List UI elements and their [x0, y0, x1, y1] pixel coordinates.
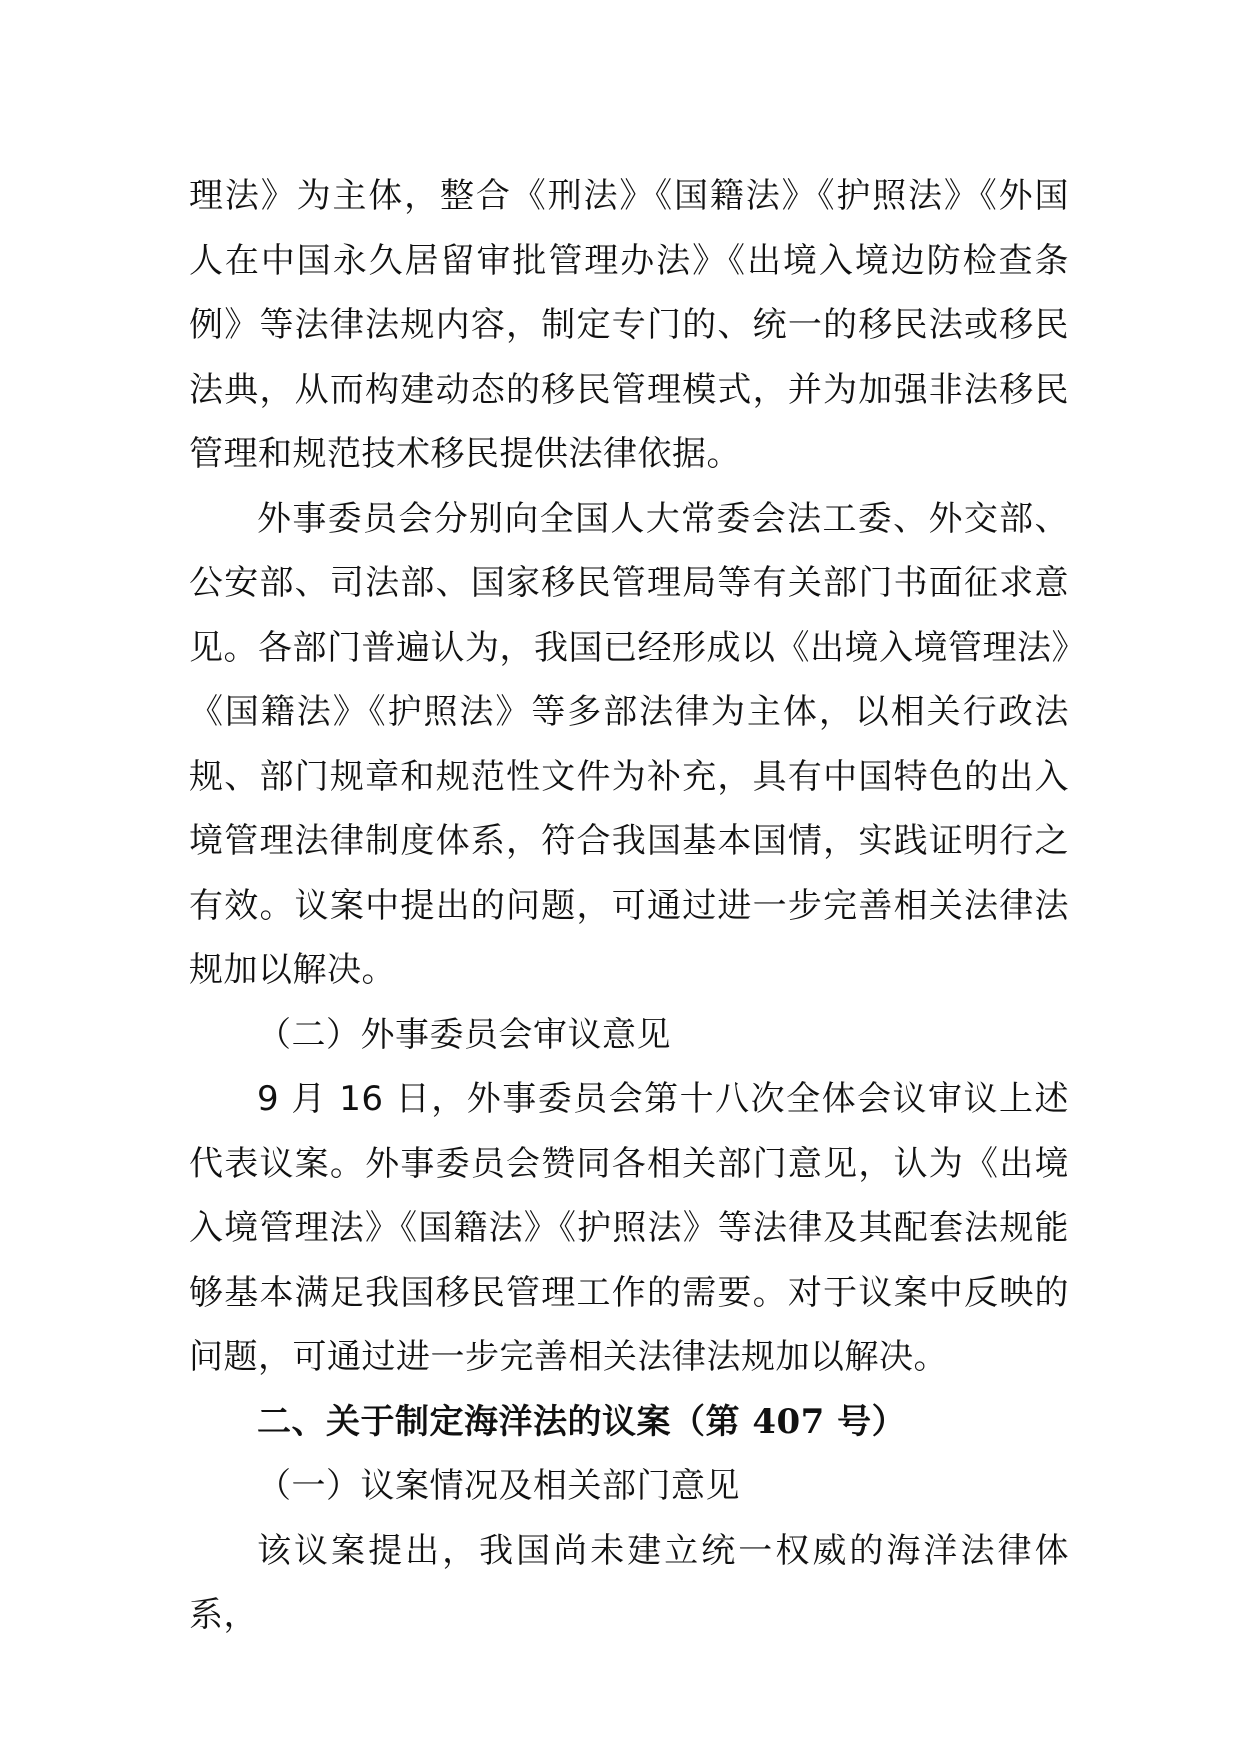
- subheading-review-opinion: （二）外事委员会审议意见: [257, 1014, 671, 1055]
- subheading-proposal-status: （一）议案情况及相关部门意见: [257, 1466, 740, 1506]
- document-body: [189, 164, 1069, 1648]
- paragraph-consultation: 外事委员会分别向全国人大常委会法工委、外交部、公安部、司法部、国家移民管理局等有关部门书面征求意见。各部门普遍认为，我国已经形成以《出境入境管理法》《国籍法》《护照法》等多部法律为主体，以相关行政法规、部门规章和规范性文件为补充，具有中国特色的出入境管理法律制度体系，符合我国基本国情，实践证明行之有效。议案中提出的问题，可通过进一步完善相关法律法规加以解决。: [189, 498, 1069, 990]
- paragraph-continuation: 理法》为主体，整合《刑法》《国籍法》《护照法》《外国人在中国永久居留审批管理办法》《出境入境边防检查条例》等法律法规内容，制定专门的、统一的移民法或移民法典，从而构建动态的移民管理模式，并为加强非法移民管理和规范技术移民提供法律依据。: [189, 176, 1069, 474]
- paragraph-review: 9 月 16 日，外事委员会第十八次全体会议审议上述代表议案。外事委员会赞同各相关部门意见，认为《出境入境管理法》《国籍法》《护照法》等法律及其配套法规能够基本满足我国移民管理工作的需要。对于议案中反映的问题，可通过进一步完善相关法律法规加以解决。: [189, 1079, 1069, 1377]
- paragraph-proposal: 该议案提出，我国尚未建立统一权威的海洋法律体系，: [189, 1530, 1069, 1635]
- section-heading-ocean-law: 二、关于制定海洋法的议案（第 407 号）: [257, 1401, 907, 1442]
